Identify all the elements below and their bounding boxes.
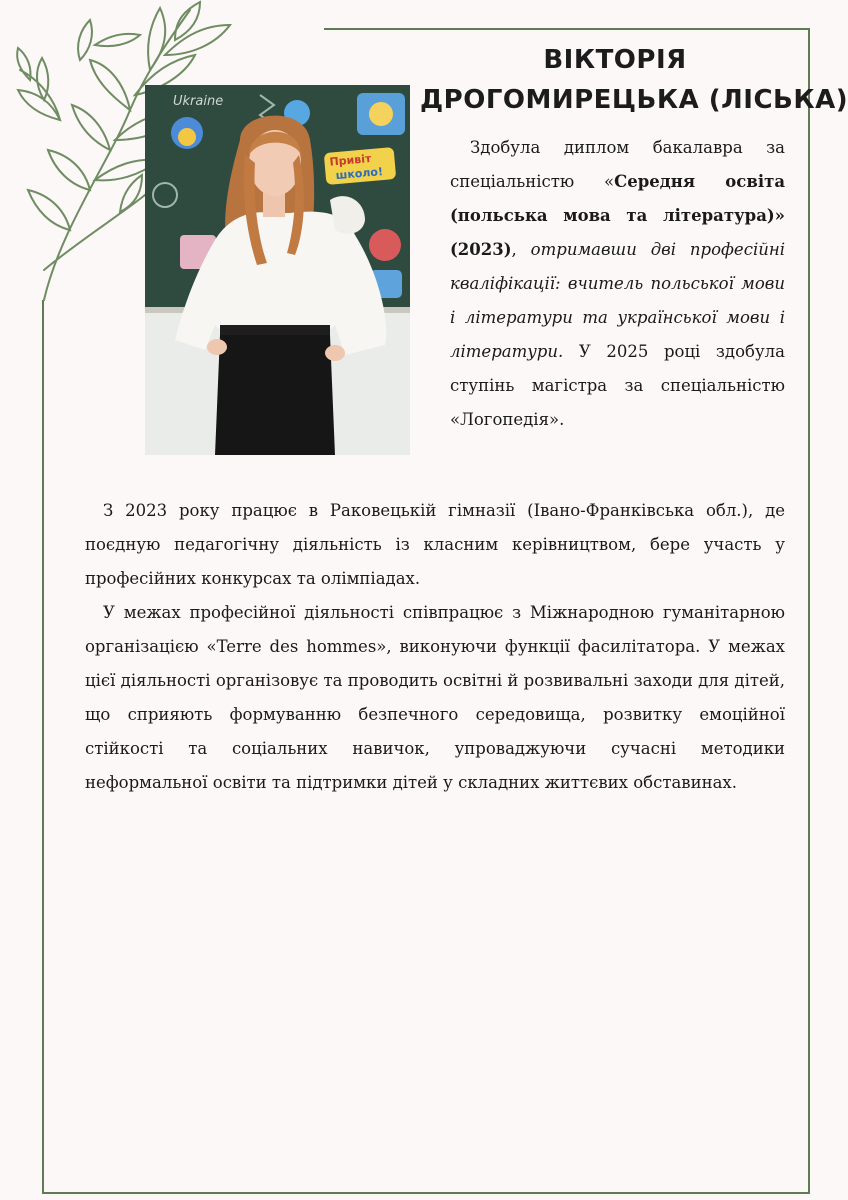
work-paragraph-1: З 2023 року працює в Раковецькій гімназії (Івано-Франківська обл.), де поєдную педагогічну діяльність із класним керівництвом, бере участь у професійних конкурсах та олімпіадах.	[85, 501, 785, 588]
portrait-photo	[145, 85, 410, 455]
work-section	[85, 494, 785, 800]
education-specialty: Середня освіта (польська мова та література)» (2023)	[450, 172, 786, 259]
board-sign-line2: школо!	[335, 165, 384, 183]
title-surname: ДРОГОМИРЕЦЬКА (ЛІСЬКА)	[420, 85, 848, 115]
board-sign-line1: Привіт	[328, 152, 372, 169]
title-first-name: ВІКТОРІЯ	[543, 45, 687, 75]
frame-bottom-border	[42, 1192, 810, 1194]
frame-top-border	[324, 28, 810, 30]
education-paragraph	[450, 131, 785, 437]
board-ukraine-text: Ukraine	[173, 94, 224, 109]
frame-right-border	[808, 28, 810, 1194]
portrait-illustration	[145, 85, 410, 455]
education-masters: У 2025 році здобула ступінь магістра за спеціальністю «Логопедія».	[450, 342, 785, 429]
education-comma: ,	[511, 240, 531, 259]
page-title	[420, 40, 848, 120]
work-paragraph-2: У межах професійної діяльності співпрацює з Міжнародною гуманітарною організацією «Terre des hommes», виконуючи функції фасилітатора. У межах цієї діяльності організовує та проводить освітні й розвивальні заходи для дітей, що сприяють формуванню безпечного середовища, розвитку емоційної стійкості та соціальних навичок, упроваджуючи сучасні методики неформальної освіти та підтримки дітей у складних життєвих обставинах.	[85, 603, 785, 792]
education-intro: Здобула диплом бакалавра за спеціальністю «	[450, 138, 785, 191]
frame-left-border	[42, 300, 44, 1194]
education-qualifications: отримавши дві професійні кваліфікації: вчитель польської мови і літератури та української мови і літератури.	[450, 240, 785, 361]
